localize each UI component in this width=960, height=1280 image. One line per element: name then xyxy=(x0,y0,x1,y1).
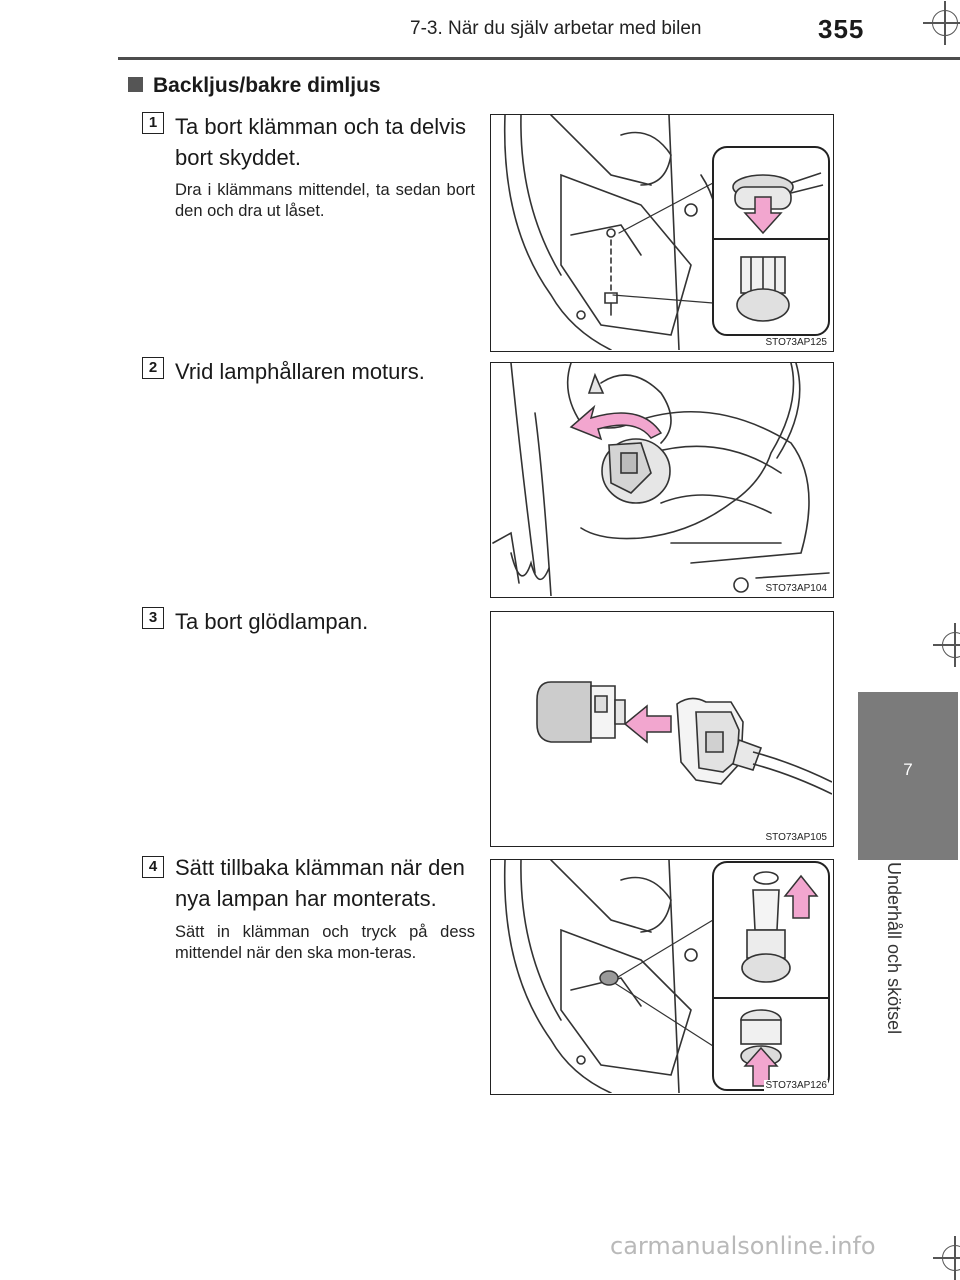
reinstall-clip-illustration xyxy=(491,860,832,1093)
figure-clip-removal xyxy=(490,114,834,352)
figure-rotate-holder xyxy=(490,362,834,598)
figure-remove-bulb xyxy=(490,611,834,847)
step-number-badge: 2 xyxy=(142,357,164,379)
clip-removal-illustration xyxy=(491,115,832,350)
subsection-heading-text: Backljus/bakre dimljus xyxy=(153,74,381,97)
rotate-holder-illustration xyxy=(491,363,832,596)
registration-mark-bottom xyxy=(942,1245,960,1271)
step-note: Dra i klämmans mittendel, ta sedan bort den och dra ut låset. xyxy=(175,181,475,220)
header-rule xyxy=(118,57,960,60)
figure-reinstall-clip xyxy=(490,859,834,1095)
step-instruction: Sätt tillbaka klämman när den nya lampan har monterats. xyxy=(175,855,465,911)
figure-code: STO73AP125 xyxy=(765,337,827,348)
step-number-badge: 3 xyxy=(142,607,164,629)
step-note: Sätt in klämman och tryck på dess mittendel när den ska mon-teras. xyxy=(175,923,475,962)
step-instruction: Vrid lamphållaren moturs. xyxy=(175,359,425,384)
section-title: 7-3. När du själv arbetar med bilen xyxy=(410,18,702,39)
figure-code: STO73AP104 xyxy=(765,583,827,594)
registration-mark-top xyxy=(932,10,958,36)
registration-mark-middle xyxy=(942,632,960,658)
subsection-heading xyxy=(128,74,381,98)
step-number-badge: 1 xyxy=(142,112,164,134)
watermark-text: carmanualsonline.info xyxy=(610,1232,876,1260)
chapter-tab-label: Underhåll och skötsel xyxy=(884,862,904,1035)
figure-code: STO73AP126 xyxy=(765,1080,827,1091)
remove-bulb-illustration xyxy=(491,612,832,845)
step-number-badge: 4 xyxy=(142,856,164,878)
figure-code: STO73AP105 xyxy=(765,832,827,843)
chapter-tab-number: 7 xyxy=(903,760,913,779)
page-number: 355 xyxy=(818,14,865,44)
step-instruction: Ta bort klämman och ta delvis bort skyddet. xyxy=(175,114,467,170)
step-instruction: Ta bort glödlampan. xyxy=(175,609,369,634)
square-bullet-icon xyxy=(128,77,143,92)
